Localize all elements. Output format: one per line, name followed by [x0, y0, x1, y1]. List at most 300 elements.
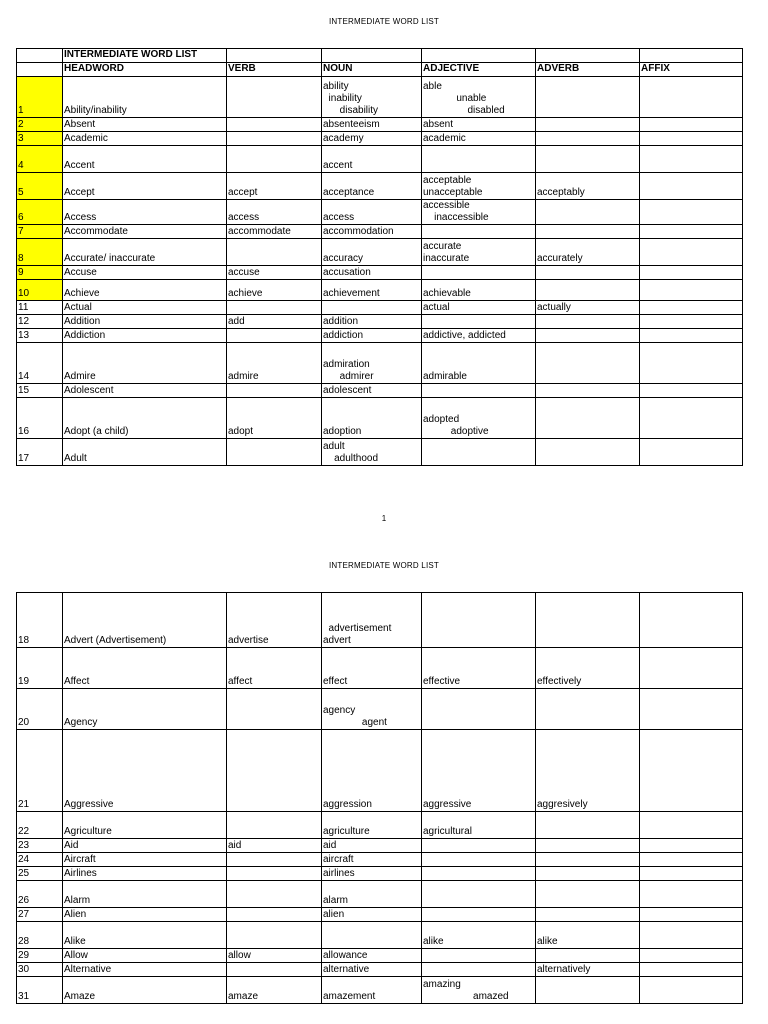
row-number: 10 — [17, 280, 63, 301]
affix-cell — [640, 266, 743, 280]
noun-cell-line: accusation — [323, 267, 371, 278]
adjective-cell-line: acceptable — [423, 175, 472, 186]
adjective-cell — [422, 266, 536, 280]
noun-cell — [322, 343, 422, 384]
noun-cell-line: admiration — [323, 359, 370, 370]
headword-cell: Allow — [63, 949, 227, 963]
row-number: 19 — [17, 648, 63, 689]
affix-cell — [640, 963, 743, 977]
affix-cell — [640, 118, 743, 132]
adjective-cell-line — [423, 267, 534, 279]
adjective-cell-line — [423, 868, 534, 880]
headword-cell: Affect — [63, 648, 227, 689]
verb-cell — [227, 439, 322, 466]
adverb-cell: accurately — [536, 239, 640, 266]
row-number: 8 — [17, 239, 63, 266]
adverb-cell — [536, 812, 640, 839]
noun-cell-line: accuracy — [323, 253, 364, 264]
table-row — [17, 266, 743, 280]
adjective-cell-line — [423, 160, 534, 172]
verb-cell — [227, 132, 322, 146]
headword-cell: Adolescent — [63, 384, 227, 398]
table-row — [17, 949, 743, 963]
adjective-cell — [422, 200, 536, 225]
noun-cell — [322, 77, 422, 118]
noun-cell-line: absenteeism — [323, 119, 380, 130]
adjective-cell-line — [423, 453, 534, 465]
page-header: INTERMEDIATE WORD LIST — [328, 561, 440, 570]
noun-cell-line: agent — [323, 717, 387, 728]
adjective-cell-line — [423, 635, 534, 647]
headword-cell: Alike — [63, 922, 227, 949]
headword-cell: Accept — [63, 173, 227, 200]
adjective-cell — [422, 77, 536, 118]
verb-cell: allow — [227, 949, 322, 963]
verb-cell: achieve — [227, 280, 322, 301]
verb-cell: accommodate — [227, 225, 322, 239]
noun-cell-line: adult — [323, 441, 345, 452]
noun-cell-line — [323, 936, 420, 948]
adjective-cell-line — [423, 717, 534, 729]
headword-cell: Alien — [63, 908, 227, 922]
adjective-cell — [422, 132, 536, 146]
affix-cell — [640, 398, 743, 439]
adjective-cell-line: absent — [423, 119, 454, 130]
verb-cell — [227, 329, 322, 343]
affix-cell — [640, 301, 743, 315]
adverb-cell — [536, 266, 640, 280]
adjective-cell-line: inaccurate — [423, 253, 470, 264]
adjective-cell — [422, 839, 536, 853]
column-header: ADJECTIVE — [422, 63, 536, 77]
empty-cell — [17, 49, 63, 63]
adjective-cell-line: academic — [423, 133, 466, 144]
noun-cell-line: accommodation — [323, 226, 394, 237]
adverb-cell: alike — [536, 922, 640, 949]
row-number: 21 — [17, 730, 63, 812]
affix-cell — [640, 132, 743, 146]
word-list-table — [16, 592, 743, 1004]
affix-cell — [640, 384, 743, 398]
headword-cell: Agriculture — [63, 812, 227, 839]
adverb-cell — [536, 200, 640, 225]
adjective-cell — [422, 853, 536, 867]
adjective-cell — [422, 118, 536, 132]
adjective-cell-line: disabled — [423, 105, 505, 116]
row-number: 17 — [17, 439, 63, 466]
verb-cell: amaze — [227, 977, 322, 1004]
adjective-cell — [422, 963, 536, 977]
adjective-cell-line: inaccessible — [423, 212, 489, 223]
affix-cell — [640, 853, 743, 867]
verb-cell: advertise — [227, 593, 322, 648]
row-number: 14 — [17, 343, 63, 384]
table-row — [17, 853, 743, 867]
adjective-cell-line: amazing — [423, 979, 461, 990]
headword-cell: Academic — [63, 132, 227, 146]
table-row — [17, 173, 743, 200]
headword-cell: Airlines — [63, 867, 227, 881]
adjective-cell — [422, 908, 536, 922]
verb-cell — [227, 963, 322, 977]
headword-cell: Accent — [63, 146, 227, 173]
adjective-cell — [422, 922, 536, 949]
noun-cell-line: academy — [323, 133, 364, 144]
affix-cell — [640, 173, 743, 200]
table-row — [17, 384, 743, 398]
row-number: 13 — [17, 329, 63, 343]
adjective-cell-line: adoptive — [423, 426, 489, 437]
verb-cell: add — [227, 315, 322, 329]
adjective-cell-line — [423, 226, 534, 238]
adjective-cell-line — [423, 316, 534, 328]
noun-cell-line: aircraft — [323, 854, 354, 865]
noun-cell-line: addition — [323, 316, 359, 327]
row-number: 27 — [17, 908, 63, 922]
noun-cell-line: amazement — [323, 991, 376, 1002]
empty-cell — [322, 49, 422, 63]
adverb-cell — [536, 867, 640, 881]
adjective-cell-line: alike — [423, 936, 444, 947]
adverb-cell — [536, 118, 640, 132]
empty-cell — [640, 49, 743, 63]
adjective-cell-line: achievable — [423, 288, 471, 299]
noun-cell — [322, 301, 422, 315]
row-number: 3 — [17, 132, 63, 146]
table-row — [17, 881, 743, 908]
headword-cell: Aggressive — [63, 730, 227, 812]
row-number: 26 — [17, 881, 63, 908]
table-row — [17, 225, 743, 239]
adverb-cell — [536, 908, 640, 922]
affix-cell — [640, 225, 743, 239]
verb-cell — [227, 812, 322, 839]
row-number: 30 — [17, 963, 63, 977]
affix-cell — [640, 839, 743, 853]
verb-cell: access — [227, 200, 322, 225]
noun-cell-line: aggression — [323, 799, 372, 810]
row-number: 9 — [17, 266, 63, 280]
empty-cell — [227, 49, 322, 63]
table-row — [17, 908, 743, 922]
noun-cell — [322, 812, 422, 839]
adjective-cell — [422, 301, 536, 315]
row-number: 11 — [17, 301, 63, 315]
adverb-cell — [536, 977, 640, 1004]
table-row — [17, 922, 743, 949]
noun-cell-line: admirer — [323, 371, 374, 382]
adjective-cell — [422, 315, 536, 329]
adjective-cell — [422, 689, 536, 730]
table-row — [17, 689, 743, 730]
table-title: INTERMEDIATE WORD LIST — [63, 49, 227, 63]
noun-cell-line: advert — [323, 635, 351, 646]
headword-cell: Advert (Advertisement) — [63, 593, 227, 648]
adverb-cell — [536, 593, 640, 648]
adjective-cell — [422, 146, 536, 173]
headword-cell: Addiction — [63, 329, 227, 343]
headword-cell: Accurate/ inaccurate — [63, 239, 227, 266]
table-row — [17, 977, 743, 1004]
noun-cell — [322, 867, 422, 881]
table-row — [17, 398, 743, 439]
headword-cell: Admire — [63, 343, 227, 384]
adverb-cell — [536, 881, 640, 908]
headword-cell: Alternative — [63, 963, 227, 977]
row-number: 15 — [17, 384, 63, 398]
table-row — [17, 200, 743, 225]
adverb-cell — [536, 225, 640, 239]
adjective-cell-line: aggressive — [423, 799, 472, 810]
adjective-cell — [422, 593, 536, 648]
noun-cell — [322, 439, 422, 466]
noun-cell-line — [323, 302, 420, 314]
column-header: AFFIX — [640, 63, 743, 77]
noun-cell-line: alternative — [323, 964, 370, 975]
affix-cell — [640, 200, 743, 225]
adjective-cell-line — [423, 950, 534, 962]
adjective-cell — [422, 343, 536, 384]
affix-cell — [640, 730, 743, 812]
noun-cell — [322, 881, 422, 908]
table-row — [17, 280, 743, 301]
noun-cell — [322, 239, 422, 266]
adjective-cell-line: admirable — [423, 371, 467, 382]
headword-cell: Aid — [63, 839, 227, 853]
affix-cell — [640, 977, 743, 1004]
noun-cell-line: alarm — [323, 895, 349, 906]
affix-cell — [640, 881, 743, 908]
adverb-cell — [536, 398, 640, 439]
verb-cell: admire — [227, 343, 322, 384]
adverb-cell: aggresively — [536, 730, 640, 812]
noun-cell-line: adolescent — [323, 385, 372, 396]
adjective-cell — [422, 949, 536, 963]
verb-cell — [227, 881, 322, 908]
affix-cell — [640, 280, 743, 301]
verb-cell: aid — [227, 839, 322, 853]
empty-cell — [422, 49, 536, 63]
noun-cell — [322, 398, 422, 439]
column-header: NOUN — [322, 63, 422, 77]
adverb-cell — [536, 132, 640, 146]
affix-cell — [640, 439, 743, 466]
noun-cell-line: access — [323, 212, 355, 223]
headword-cell: Alarm — [63, 881, 227, 908]
adjective-cell — [422, 881, 536, 908]
adjective-cell — [422, 225, 536, 239]
noun-cell-line: alien — [323, 909, 345, 920]
column-header-row — [17, 63, 743, 77]
headword-cell: Achieve — [63, 280, 227, 301]
adverb-cell — [536, 280, 640, 301]
noun-cell-line: addiction — [323, 330, 364, 341]
adverb-cell — [536, 439, 640, 466]
empty-cell — [536, 49, 640, 63]
noun-cell — [322, 648, 422, 689]
adverb-cell — [536, 329, 640, 343]
adjective-cell-line: amazed — [423, 991, 509, 1002]
noun-cell-line: inability — [323, 93, 362, 104]
table-row — [17, 132, 743, 146]
noun-cell-line: effect — [323, 676, 348, 687]
noun-cell-line: acceptance — [323, 187, 375, 198]
adjective-cell-line: effective — [423, 676, 461, 687]
row-number: 1 — [17, 77, 63, 118]
noun-cell — [322, 384, 422, 398]
noun-cell — [322, 132, 422, 146]
table-row — [17, 839, 743, 853]
row-number: 6 — [17, 200, 63, 225]
table-row — [17, 343, 743, 384]
table-row — [17, 77, 743, 118]
verb-cell — [227, 384, 322, 398]
noun-cell — [322, 908, 422, 922]
table-row — [17, 439, 743, 466]
row-number: 22 — [17, 812, 63, 839]
noun-cell — [322, 853, 422, 867]
table-row — [17, 730, 743, 812]
headword-cell: Actual — [63, 301, 227, 315]
table-row — [17, 963, 743, 977]
affix-cell — [640, 812, 743, 839]
verb-cell — [227, 77, 322, 118]
headword-cell: Accuse — [63, 266, 227, 280]
column-header: ADVERB — [536, 63, 640, 77]
affix-cell — [640, 689, 743, 730]
row-number: 5 — [17, 173, 63, 200]
verb-cell: affect — [227, 648, 322, 689]
table-row — [17, 329, 743, 343]
noun-cell — [322, 839, 422, 853]
affix-cell — [640, 908, 743, 922]
noun-cell-line: ability — [323, 81, 349, 92]
noun-cell — [322, 977, 422, 1004]
affix-cell — [640, 343, 743, 384]
noun-cell — [322, 173, 422, 200]
adverb-cell: acceptably — [536, 173, 640, 200]
row-number: 7 — [17, 225, 63, 239]
noun-cell-line: agency — [323, 705, 356, 716]
verb-cell — [227, 301, 322, 315]
noun-cell-line: disability — [323, 105, 379, 116]
noun-cell-line: allowance — [323, 950, 368, 961]
adjective-cell-line: unable — [423, 93, 487, 104]
headword-cell: Adopt (a child) — [63, 398, 227, 439]
affix-cell — [640, 77, 743, 118]
adjective-cell-line — [423, 840, 534, 852]
adjective-cell-line — [423, 909, 534, 921]
column-header — [17, 63, 63, 77]
affix-cell — [640, 949, 743, 963]
headword-cell: Access — [63, 200, 227, 225]
table-row — [17, 118, 743, 132]
table-row — [17, 315, 743, 329]
adjective-cell — [422, 439, 536, 466]
verb-cell: accept — [227, 173, 322, 200]
noun-cell — [322, 266, 422, 280]
row-number: 16 — [17, 398, 63, 439]
adjective-cell-line: agricultural — [423, 826, 472, 837]
affix-cell — [640, 239, 743, 266]
noun-cell-line: airlines — [323, 868, 355, 879]
noun-cell — [322, 280, 422, 301]
adjective-cell-line — [423, 895, 534, 907]
noun-cell — [322, 922, 422, 949]
adjective-cell — [422, 812, 536, 839]
adjective-cell — [422, 329, 536, 343]
adverb-cell — [536, 315, 640, 329]
verb-cell — [227, 853, 322, 867]
column-header: VERB — [227, 63, 322, 77]
table-row — [17, 239, 743, 266]
adjective-cell — [422, 648, 536, 689]
row-number: 31 — [17, 977, 63, 1004]
column-header: HEADWORD — [63, 63, 227, 77]
noun-cell-line: adulthood — [323, 453, 379, 464]
adjective-cell-line — [423, 854, 534, 866]
table-row — [17, 867, 743, 881]
verb-cell — [227, 730, 322, 812]
noun-cell — [322, 146, 422, 173]
page-header: INTERMEDIATE WORD LIST — [328, 17, 440, 26]
noun-cell-line: agriculture — [323, 826, 370, 837]
adjective-cell — [422, 867, 536, 881]
table-row — [17, 812, 743, 839]
adjective-cell — [422, 977, 536, 1004]
adjective-cell-line: accurate — [423, 241, 462, 252]
noun-cell-line: adoption — [323, 426, 362, 437]
adjective-cell-line: accessible — [423, 200, 470, 211]
adverb-cell — [536, 689, 640, 730]
noun-cell — [322, 315, 422, 329]
adverb-cell: actually — [536, 301, 640, 315]
adjective-cell-line: able — [423, 81, 442, 92]
adjective-cell-line — [423, 964, 534, 976]
row-number: 18 — [17, 593, 63, 648]
table-row — [17, 593, 743, 648]
headword-cell: Absent — [63, 118, 227, 132]
noun-cell-line: advertisement — [323, 623, 392, 634]
headword-cell: Addition — [63, 315, 227, 329]
affix-cell — [640, 867, 743, 881]
noun-cell — [322, 949, 422, 963]
headword-cell: Agency — [63, 689, 227, 730]
noun-cell-line: accent — [323, 160, 353, 171]
adjective-cell — [422, 384, 536, 398]
adjective-cell — [422, 239, 536, 266]
row-number: 20 — [17, 689, 63, 730]
row-number: 24 — [17, 853, 63, 867]
adjective-cell-line: actual — [423, 302, 450, 313]
affix-cell — [640, 329, 743, 343]
adverb-cell — [536, 949, 640, 963]
adjective-cell-line: adopted — [423, 414, 460, 425]
row-number: 28 — [17, 922, 63, 949]
row-number: 29 — [17, 949, 63, 963]
verb-cell — [227, 146, 322, 173]
row-number: 2 — [17, 118, 63, 132]
affix-cell — [640, 922, 743, 949]
adverb-cell — [536, 146, 640, 173]
adjective-cell — [422, 730, 536, 812]
noun-cell — [322, 593, 422, 648]
adjective-cell — [422, 280, 536, 301]
adjective-cell-line: unacceptable — [423, 187, 483, 198]
affix-cell — [640, 648, 743, 689]
adverb-cell — [536, 853, 640, 867]
headword-cell: Accommodate — [63, 225, 227, 239]
